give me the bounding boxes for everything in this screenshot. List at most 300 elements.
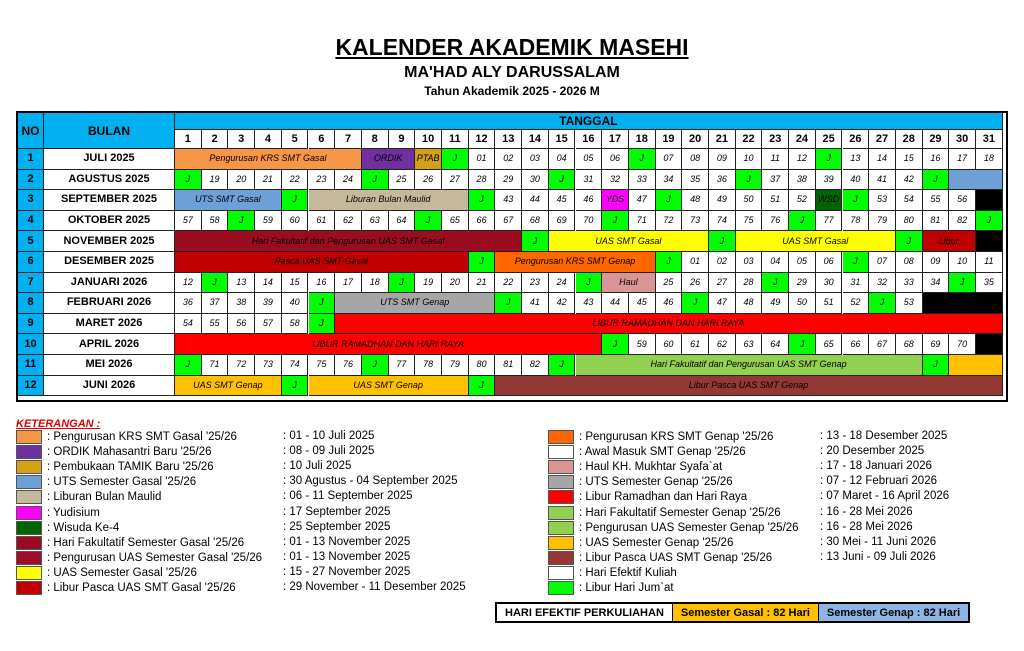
legend-item — [548, 489, 747, 505]
day-cell: 01 — [682, 252, 709, 273]
legend-swatch — [16, 475, 42, 489]
friday-holiday-cell: J — [362, 355, 389, 376]
event-cell: WSD — [816, 190, 843, 211]
legend-date: : 17 - 18 Januari 2026 — [820, 460, 932, 473]
day-number-header: 4 — [255, 130, 282, 149]
event-cell: Liburan Bulan Maulid — [309, 190, 469, 211]
day-cell: 37 — [762, 170, 789, 191]
legend-item — [548, 535, 733, 551]
day-number-header: 1 — [175, 130, 202, 149]
day-number-header: 6 — [309, 130, 336, 149]
month-name: JULI 2025 — [44, 149, 175, 170]
legend-swatch — [548, 475, 574, 489]
event-cell: UAS SMT Gasal — [736, 231, 896, 252]
day-cell: 56 — [228, 314, 255, 335]
header-bulan: BULAN — [44, 113, 175, 149]
day-cell: 39 — [255, 293, 282, 314]
day-number-header: 11 — [442, 130, 469, 149]
day-cell: 24 — [335, 170, 362, 191]
legend-date: : 29 November - 11 Desember 2025 — [283, 581, 466, 593]
event-cell — [923, 293, 1003, 314]
day-cell: 14 — [869, 149, 896, 170]
day-cell: 15 — [282, 273, 309, 294]
day-cell: 63 — [362, 211, 389, 232]
day-cell: 13 — [843, 149, 870, 170]
day-cell: 12 — [789, 149, 816, 170]
legend-date: : 15 - 27 November 2025 — [283, 565, 411, 578]
legend-item — [548, 550, 772, 566]
day-cell: 19 — [415, 273, 442, 294]
event-cell: UAS SMT Gasal — [549, 231, 709, 252]
legend-item — [548, 459, 722, 475]
friday-holiday-cell: J — [602, 334, 629, 355]
day-cell: 32 — [869, 273, 896, 294]
event-cell: Libur — [923, 231, 976, 252]
month-number: 10 — [18, 334, 44, 355]
friday-holiday-cell: J — [469, 190, 496, 211]
day-cell: 63 — [736, 334, 763, 355]
day-cell: 44 — [522, 190, 549, 211]
friday-holiday-cell: J — [843, 252, 870, 273]
day-cell: 40 — [282, 293, 309, 314]
legend-swatch — [548, 460, 574, 474]
day-cell: 36 — [175, 293, 202, 314]
day-cell: 58 — [202, 211, 229, 232]
day-cell: 03 — [736, 252, 763, 273]
day-cell: 30 — [522, 170, 549, 191]
day-cell: 34 — [923, 273, 950, 294]
legend-date: : 01 - 10 Juli 2025 — [283, 430, 375, 442]
header-no: NO — [18, 113, 44, 149]
legend-item — [548, 444, 746, 460]
header-tanggal: TANGGAL — [175, 113, 1003, 130]
friday-holiday-cell: J — [869, 293, 896, 314]
friday-holiday-cell: J — [949, 273, 976, 294]
day-cell: 12 — [175, 273, 202, 294]
friday-holiday-cell: J — [309, 293, 336, 314]
friday-holiday-cell: J — [469, 252, 496, 273]
month-name: JUNI 2026 — [44, 376, 175, 397]
day-cell: 11 — [976, 252, 1003, 273]
legend-date: : 06 - 11 September 2025 — [283, 490, 413, 503]
legend-item — [16, 535, 244, 551]
event-cell — [976, 231, 1003, 252]
day-cell: 36 — [709, 170, 736, 191]
legend-item — [16, 505, 100, 521]
day-cell: 35 — [682, 170, 709, 191]
legend-date: : 07 Maret - 16 April 2026 — [820, 490, 950, 503]
day-cell: 68 — [896, 334, 923, 355]
day-cell: 82 — [522, 355, 549, 376]
day-cell: 29 — [789, 273, 816, 294]
day-cell: 53 — [869, 190, 896, 211]
day-cell: 55 — [202, 314, 229, 335]
day-cell: 25 — [389, 170, 416, 191]
day-cell: 08 — [896, 252, 923, 273]
legend-item — [16, 489, 161, 505]
day-cell: 23 — [309, 170, 336, 191]
friday-holiday-cell: J — [656, 190, 683, 211]
day-cell: 62 — [709, 334, 736, 355]
event-cell: PTAB — [415, 149, 442, 170]
month-number: 4 — [18, 211, 44, 232]
day-cell: 79 — [442, 355, 469, 376]
day-cell: 51 — [816, 293, 843, 314]
legend-label: : Pengurusan UAS Semester Genap '25/26 — [579, 521, 799, 534]
legend-label: : Libur Pasca UAS SMT Gasal '25/26 — [47, 582, 236, 594]
day-cell: 61 — [682, 334, 709, 355]
day-cell: 54 — [175, 314, 202, 335]
day-number-header: 22 — [736, 130, 763, 149]
day-number-header: 18 — [629, 130, 656, 149]
day-cell: 75 — [736, 211, 763, 232]
friday-holiday-cell: J — [522, 231, 549, 252]
day-cell: 13 — [228, 273, 255, 294]
day-cell: 64 — [762, 334, 789, 355]
legend-swatch — [16, 536, 42, 550]
legend-swatch — [16, 460, 42, 474]
day-cell: 27 — [709, 273, 736, 294]
day-cell: 79 — [869, 211, 896, 232]
legend-item — [548, 520, 799, 536]
day-cell: 39 — [816, 170, 843, 191]
month-number: 12 — [18, 376, 44, 397]
legend-label: : Wisuda Ke-4 — [47, 521, 120, 534]
day-cell: 20 — [228, 170, 255, 191]
legend-date: : 17 September 2025 — [283, 505, 391, 518]
day-cell: 43 — [495, 190, 522, 211]
day-cell: 31 — [576, 170, 603, 191]
day-cell: 48 — [682, 190, 709, 211]
friday-holiday-cell: J — [789, 211, 816, 232]
day-number-header: 24 — [789, 130, 816, 149]
friday-holiday-cell: J — [602, 211, 629, 232]
event-cell: UAS SMT Genap — [309, 376, 469, 397]
legend-swatch — [548, 490, 574, 504]
day-number-header: 8 — [362, 130, 389, 149]
day-number-header: 9 — [389, 130, 416, 149]
day-number-header: 26 — [843, 130, 870, 149]
day-cell: 59 — [255, 211, 282, 232]
day-cell: 78 — [415, 355, 442, 376]
legend-swatch — [16, 490, 42, 504]
day-cell: 35 — [976, 273, 1003, 294]
day-number-header: 14 — [522, 130, 549, 149]
month-name: JANUARI 2026 — [44, 273, 175, 294]
day-cell: 81 — [923, 211, 950, 232]
legend-label: : Pengurusan KRS SMT Genap '25/26 — [579, 431, 774, 443]
day-cell: 50 — [789, 293, 816, 314]
day-cell: 73 — [682, 211, 709, 232]
legend-swatch — [16, 566, 42, 580]
friday-holiday-cell: J — [282, 190, 309, 211]
day-cell: 46 — [576, 190, 603, 211]
legend-date: : 20 Desember 2025 — [820, 445, 925, 458]
day-cell: 55 — [923, 190, 950, 211]
day-number-header: 16 — [576, 130, 603, 149]
genap-days: Semester Genap : 82 Hari — [819, 604, 968, 621]
day-number-header: 25 — [816, 130, 843, 149]
month-name: OKTOBER 2025 — [44, 211, 175, 232]
friday-holiday-cell: J — [629, 149, 656, 170]
day-cell: 38 — [789, 170, 816, 191]
day-cell: 38 — [228, 293, 255, 314]
event-cell: Pengurusan KRS SMT Genap — [495, 252, 655, 273]
day-cell: 09 — [923, 252, 950, 273]
day-cell: 48 — [736, 293, 763, 314]
legend-date: : 13 - 18 Desember 2025 — [820, 430, 948, 442]
day-cell: 69 — [923, 334, 950, 355]
academic-year: Tahun Akademik 2025 - 2026 M — [424, 84, 600, 98]
legend-swatch — [548, 566, 574, 580]
legend-swatch — [548, 506, 574, 520]
day-cell: 07 — [656, 149, 683, 170]
friday-holiday-cell: J — [816, 149, 843, 170]
month-number: 7 — [18, 273, 44, 294]
legend-swatch — [548, 430, 574, 444]
legend-swatch — [548, 581, 574, 595]
legend-item — [16, 520, 119, 536]
day-cell: 72 — [228, 355, 255, 376]
month-number: 1 — [18, 149, 44, 170]
event-cell: UAS SMT Genap — [175, 376, 282, 397]
day-cell: 31 — [843, 273, 870, 294]
legend-label: : Awal Masuk SMT Genap '25/26 — [579, 446, 746, 459]
day-number-header: 31 — [976, 130, 1003, 149]
day-number-header: 10 — [415, 130, 442, 149]
friday-holiday-cell: J — [576, 273, 603, 294]
day-cell: 49 — [709, 190, 736, 211]
day-cell: 27 — [442, 170, 469, 191]
day-cell: 75 — [309, 355, 336, 376]
day-number-header: 20 — [682, 130, 709, 149]
day-cell: 68 — [522, 211, 549, 232]
day-cell: 10 — [949, 252, 976, 273]
day-cell: 14 — [255, 273, 282, 294]
day-cell: 16 — [309, 273, 336, 294]
legend-date: : 07 - 12 Februari 2026 — [820, 475, 937, 488]
friday-holiday-cell: J — [976, 211, 1003, 232]
legend-date: : 01 - 13 November 2025 — [283, 550, 411, 563]
legend-label: : Haul KH. Mukhtar Syafa`at — [579, 461, 723, 474]
day-cell: 42 — [896, 170, 923, 191]
calendar-table — [16, 111, 1008, 402]
day-cell: 28 — [469, 170, 496, 191]
day-cell: 56 — [949, 190, 976, 211]
effective-days-summary — [495, 602, 970, 623]
event-cell: Pasca UAS SMT Gasal — [175, 252, 469, 273]
month-name: MARET 2026 — [44, 314, 175, 335]
day-cell: 44 — [602, 293, 629, 314]
day-cell: 57 — [255, 314, 282, 335]
legend-item — [16, 444, 212, 460]
legend-swatch — [16, 521, 42, 535]
friday-holiday-cell: J — [762, 273, 789, 294]
friday-holiday-cell: J — [175, 355, 202, 376]
day-cell: 76 — [335, 355, 362, 376]
legend-label: : Pengurusan KRS SMT Gasal '25/26 — [47, 431, 237, 443]
day-cell: 70 — [576, 211, 603, 232]
day-number-header: 17 — [602, 130, 629, 149]
friday-holiday-cell: J — [202, 273, 229, 294]
day-cell: 26 — [415, 170, 442, 191]
friday-holiday-cell: J — [736, 170, 763, 191]
friday-holiday-cell: J — [923, 355, 950, 376]
legend-date: : 25 September 2025 — [283, 520, 391, 533]
day-cell: 54 — [896, 190, 923, 211]
friday-holiday-cell: J — [843, 190, 870, 211]
legend-date: : 01 - 13 November 2025 — [283, 535, 411, 548]
day-cell: 37 — [202, 293, 229, 314]
month-name: SEPTEMBER 2025 — [44, 190, 175, 211]
day-cell: 72 — [656, 211, 683, 232]
legend-swatch — [16, 445, 42, 459]
day-cell: 46 — [656, 293, 683, 314]
legend-item — [548, 565, 677, 581]
legend-item — [548, 429, 773, 445]
day-cell: 24 — [549, 273, 576, 294]
legend-item — [16, 459, 214, 475]
day-cell: 64 — [389, 211, 416, 232]
month-number: 11 — [18, 355, 44, 376]
legend-date: : 16 - 28 Mei 2026 — [820, 505, 913, 518]
friday-holiday-cell: J — [789, 334, 816, 355]
friday-holiday-cell: J — [228, 211, 255, 232]
month-name: DESEMBER 2025 — [44, 252, 175, 273]
day-cell: 53 — [896, 293, 923, 314]
day-cell: 43 — [576, 293, 603, 314]
day-cell: 67 — [495, 211, 522, 232]
event-cell: ORDIK — [362, 149, 415, 170]
month-number: 8 — [18, 293, 44, 314]
day-cell: 65 — [816, 334, 843, 355]
day-cell: 32 — [602, 170, 629, 191]
day-number-header: 30 — [949, 130, 976, 149]
day-cell: 76 — [762, 211, 789, 232]
legend-label: : Libur Ramadhan dan Hari Raya — [579, 491, 748, 504]
friday-holiday-cell: J — [309, 314, 336, 335]
legend-date: : 10 Juli 2025 — [283, 460, 352, 473]
legend-label: : Yudisium — [47, 506, 100, 519]
day-cell: 62 — [335, 211, 362, 232]
day-cell: 42 — [549, 293, 576, 314]
day-cell: 18 — [976, 149, 1003, 170]
day-cell: 15 — [896, 149, 923, 170]
day-cell: 26 — [682, 273, 709, 294]
day-cell: 82 — [949, 211, 976, 232]
legend-swatch — [16, 506, 42, 520]
day-cell: 23 — [522, 273, 549, 294]
day-cell: 70 — [949, 334, 976, 355]
day-cell: 16 — [923, 149, 950, 170]
day-cell: 45 — [629, 293, 656, 314]
day-number-header: 13 — [495, 130, 522, 149]
legend-date: : 13 Juni - 09 Juli 2026 — [820, 550, 936, 563]
friday-holiday-cell: J — [175, 170, 202, 191]
event-cell: YDS — [602, 190, 629, 211]
legend-label: : Libur Pasca UAS SMT Genap '25/26 — [579, 551, 773, 564]
day-number-header: 5 — [282, 130, 309, 149]
day-cell: 17 — [335, 273, 362, 294]
day-cell: 34 — [656, 170, 683, 191]
day-cell: 74 — [709, 211, 736, 232]
day-cell: 40 — [843, 170, 870, 191]
day-cell: 33 — [896, 273, 923, 294]
day-number-header: 7 — [335, 130, 362, 149]
day-number-header: 21 — [709, 130, 736, 149]
legend-date: : 30 Mei - 11 Juni 2026 — [820, 535, 937, 548]
event-cell: LIBUR RAMADHAN DAN HARI RAYA — [335, 314, 1003, 335]
day-cell: 02 — [495, 149, 522, 170]
legend-swatch — [16, 581, 42, 595]
month-number: 9 — [18, 314, 44, 335]
month-number: 5 — [18, 231, 44, 252]
legend-label: : Hari Fakultatif Semester Genap '25/26 — [579, 506, 781, 519]
day-cell: 57 — [175, 211, 202, 232]
friday-holiday-cell: J — [896, 231, 923, 252]
day-cell: 04 — [762, 252, 789, 273]
event-cell — [949, 170, 1002, 191]
day-cell: 58 — [282, 314, 309, 335]
friday-holiday-cell: J — [923, 170, 950, 191]
day-cell: 30 — [816, 273, 843, 294]
legend-title: KETERANGAN : — [16, 418, 101, 430]
day-cell: 78 — [843, 211, 870, 232]
event-cell: UTS SMT Genap — [335, 293, 495, 314]
friday-holiday-cell: J — [709, 231, 736, 252]
legend-item — [16, 565, 197, 581]
day-cell: 20 — [442, 273, 469, 294]
day-cell: 01 — [469, 149, 496, 170]
event-cell: Haul — [602, 273, 655, 294]
day-number-header: 3 — [228, 130, 255, 149]
day-cell: 69 — [549, 211, 576, 232]
day-cell: 25 — [656, 273, 683, 294]
day-cell: 60 — [656, 334, 683, 355]
day-cell: 03 — [522, 149, 549, 170]
day-cell: 45 — [549, 190, 576, 211]
event-cell — [976, 190, 1003, 211]
day-cell: 60 — [282, 211, 309, 232]
event-cell: Libur Pasca UAS SMT Genap — [495, 376, 1002, 397]
day-cell: 71 — [629, 211, 656, 232]
event-cell — [949, 355, 1002, 376]
legend-label: : UAS Semester Genap '25/26 — [579, 536, 734, 549]
day-cell: 06 — [816, 252, 843, 273]
event-cell: Hari Fakultatif dan Pengurusan UAS SMT Gasal — [175, 231, 522, 252]
friday-holiday-cell: J — [549, 355, 576, 376]
legend-label: : UTS Semester Gasal '25/26 — [47, 476, 197, 489]
month-number: 3 — [18, 190, 44, 211]
legend-swatch — [548, 521, 574, 535]
day-cell: 29 — [495, 170, 522, 191]
legend-label: : Libur Hari Jum`at — [579, 582, 674, 594]
day-number-header: 2 — [202, 130, 229, 149]
legend-date: : 30 Agustus - 04 September 2025 — [283, 475, 458, 488]
legend-date: : 16 - 28 Mei 2026 — [820, 520, 913, 533]
day-number-header: 27 — [869, 130, 896, 149]
day-cell: 04 — [549, 149, 576, 170]
day-number-header: 19 — [656, 130, 683, 149]
legend-swatch — [16, 430, 42, 444]
day-cell: 22 — [495, 273, 522, 294]
day-cell: 02 — [709, 252, 736, 273]
legend-item — [16, 429, 237, 445]
legend-label: : Liburan Bulan Maulid — [47, 491, 162, 504]
day-cell: 06 — [602, 149, 629, 170]
legend-date: : 08 - 09 Juli 2025 — [283, 445, 375, 458]
day-cell: 21 — [255, 170, 282, 191]
